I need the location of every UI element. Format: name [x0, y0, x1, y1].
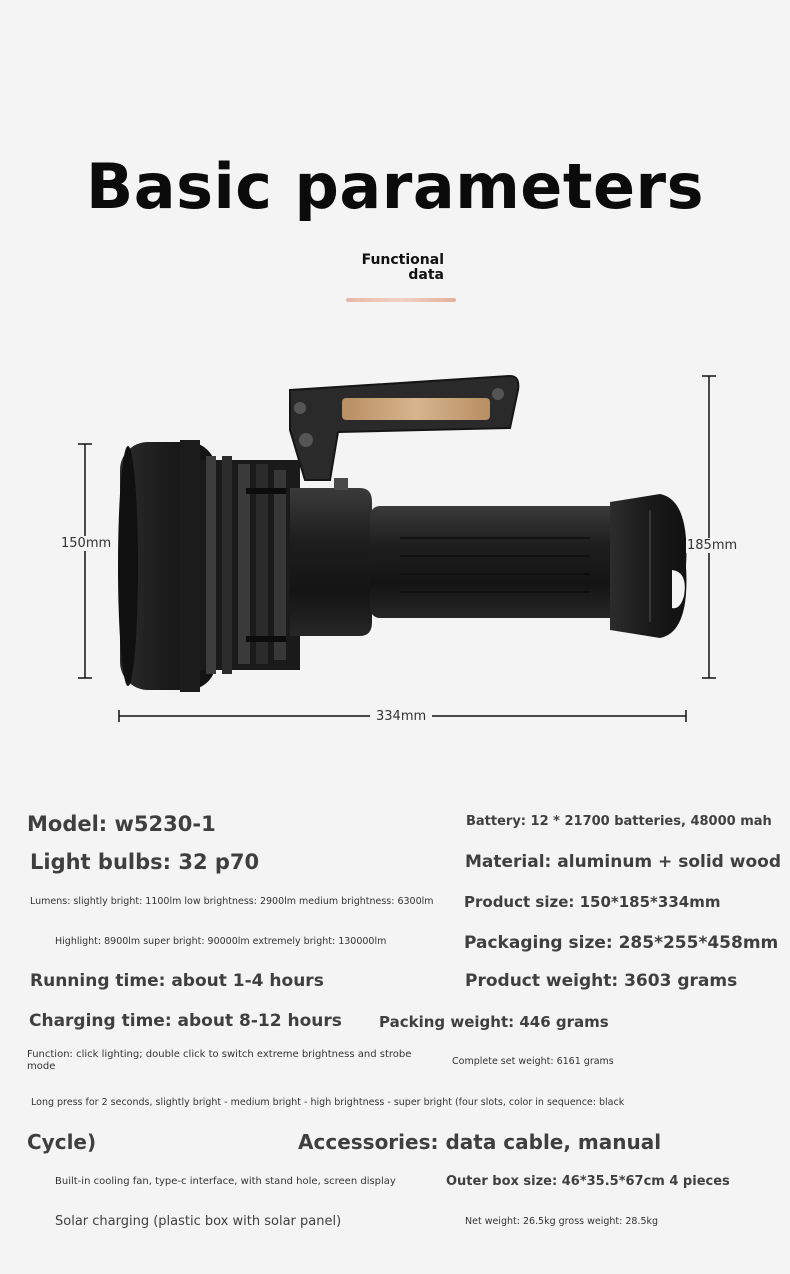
spec-function: Function: click lighting; double click to switch extreme brightness and strobe mode	[27, 1049, 412, 1072]
spec-packing-weight: Packing weight: 446 grams	[379, 1013, 609, 1031]
spec-net-weight: Net weight: 26.5kg gross weight: 28.5kg	[465, 1216, 659, 1227]
spec-packaging-size: Packaging size: 285*255*458mm	[464, 933, 779, 953]
spec-charging-time: Charging time: about 8-12 hours	[29, 1011, 342, 1031]
flashlight-illustration	[0, 360, 790, 740]
switch-button	[334, 478, 348, 490]
dimension-length: 334mm	[376, 709, 427, 724]
spec-long-press: Long press for 2 seconds, slightly bright - medium bright - high brightness - super bright (four slots, color in sequence: black	[31, 1097, 625, 1108]
spec-complete-weight: Complete set weight: 6161 grams	[452, 1056, 614, 1067]
barrel	[370, 506, 620, 618]
page-subtitle: Functional data	[361, 252, 444, 283]
spec-light-bulbs: Light bulbs: 32 p70	[30, 850, 260, 874]
wood-grip	[342, 398, 490, 420]
spec-lumens: Lumens: slightly bright: 1100lm low brightness: 2900lm medium brightness: 6300lm	[30, 896, 434, 907]
spec-solar: Solar charging (plastic box with solar panel)	[55, 1214, 342, 1229]
spec-outer-box: Outer box size: 46*35.5*67cm 4 pieces	[446, 1174, 730, 1189]
spec-battery: Battery: 12 * 21700 batteries, 48000 mah	[466, 814, 772, 829]
dimension-height-right: 185mm	[687, 538, 738, 553]
decorative-divider	[346, 298, 456, 302]
handle	[290, 376, 518, 480]
cooling-fins	[200, 456, 300, 674]
spec-material: Material: aluminum + solid wood	[465, 852, 781, 872]
spec-model: Model: w5230-1	[27, 812, 216, 836]
spec-highlight: Highlight: 8900lm super bright: 90000lm extremely bright: 130000lm	[55, 936, 387, 947]
spec-product-size: Product size: 150*185*334mm	[464, 893, 721, 911]
tail-cap	[610, 494, 686, 638]
spec-features: Built-in cooling fan, type-c interface, with stand hole, screen display	[55, 1176, 396, 1187]
page-title: Basic parameters	[85, 150, 705, 223]
spec-accessories: Accessories: data cable, manual	[298, 1130, 662, 1154]
spec-running-time: Running time: about 1-4 hours	[30, 971, 324, 991]
collar	[290, 488, 372, 636]
spec-cycle: Cycle)	[27, 1130, 97, 1154]
spec-product-weight: Product weight: 3603 grams	[465, 971, 738, 991]
dimension-height-left: 150mm	[61, 536, 112, 551]
